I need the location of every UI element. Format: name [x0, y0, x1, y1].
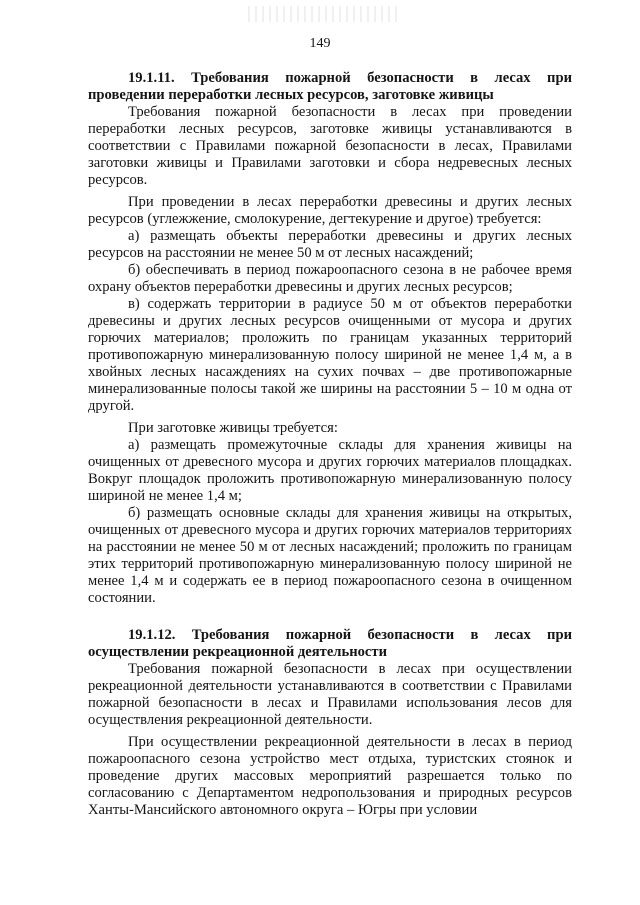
list-item: а) размещать объекты переработки древесины и других лесных ресурсов на расстоянии не менее 50 м от лесных насаждений;: [88, 228, 572, 261]
list-item: а) размещать промежуточные склады для хранения живицы на очищенных от древесного мусора и других горючих материалов площадках. Вокруг площадок проложить противопожарную минерализованную полосу шириной не менее 1,4 м;: [88, 437, 572, 504]
paragraph: При проведении в лесах переработки древесины и других лесных ресурсов (углежжение, смолокурение, дегтекурение и другое) требуется:: [88, 194, 572, 227]
paragraph: При заготовке живицы требуется:: [128, 420, 338, 436]
list-item: б) обеспечивать в период пожароопасного сезона в не рабочее время охрану объектов переработки древесины и других лесных ресурсов;: [88, 262, 572, 295]
section-heading-19-1-12: 19.1.12. Требования пожарной безопасности в лесах при осуществлении рекреационной деятельности: [88, 627, 572, 660]
paragraph: При осуществлении рекреационной деятельности в лесах в период пожароопасного сезона устройство мест отдыха, туристских стоянок и проведение других массовых мероприятий разрешается только по согласованию с Департаментом недропользования и природных ресурсов Ханты-Мансийского автономного округа – Югры при условии: [88, 734, 572, 818]
page-number: 149: [309, 36, 331, 51]
section-heading-19-1-11: 19.1.11. Требования пожарной безопасности в лесах при проведении переработки лесных ресурсов, заготовке живицы: [88, 70, 572, 103]
document-body: [88, 70, 572, 819]
list-item: б) размещать основные склады для хранения живицы на открытых, очищенных от древесного мусора и других горючих материалов территориях на расстоянии не менее 50 м от лесных насаждений; проложить по границам этих территорий противопожарную минерализованную полосу шириной не менее 1,4 м и содержать ее в период пожароопасного сезона в очищенном состоянии.: [88, 505, 572, 606]
paragraph: Требования пожарной безопасности в лесах при осуществлении рекреационной деятельности устанавливаются в соответствии с Правилами пожарной безопасности в лесах и Правилами использования лесов для осуществления рекреационной деятельности.: [88, 661, 572, 728]
scan-artifact: [248, 6, 398, 22]
list-item: в) содержать территории в радиусе 50 м от объектов переработки древесины и других лесных ресурсов очищенными от мусора и других горючих материалов; проложить по границам указанных территорий противопожарную минерализованную полосу шириной не менее 1,4 м, а в хвойных лесных насаждениях на сухих почвах – две противопожарные минерализованные полосы такой же ширины на расстоянии 5 – 10 м одна от другой.: [88, 296, 572, 414]
paragraph: Требования пожарной безопасности в лесах при проведении переработки лесных ресурсов, заготовке живицы устанавливаются в соответствии с Правилами пожарной безопасности в лесах, Правилами заготовки живицы и Правилами заготовки и сбора недревесных лесных ресурсов.: [88, 104, 572, 188]
